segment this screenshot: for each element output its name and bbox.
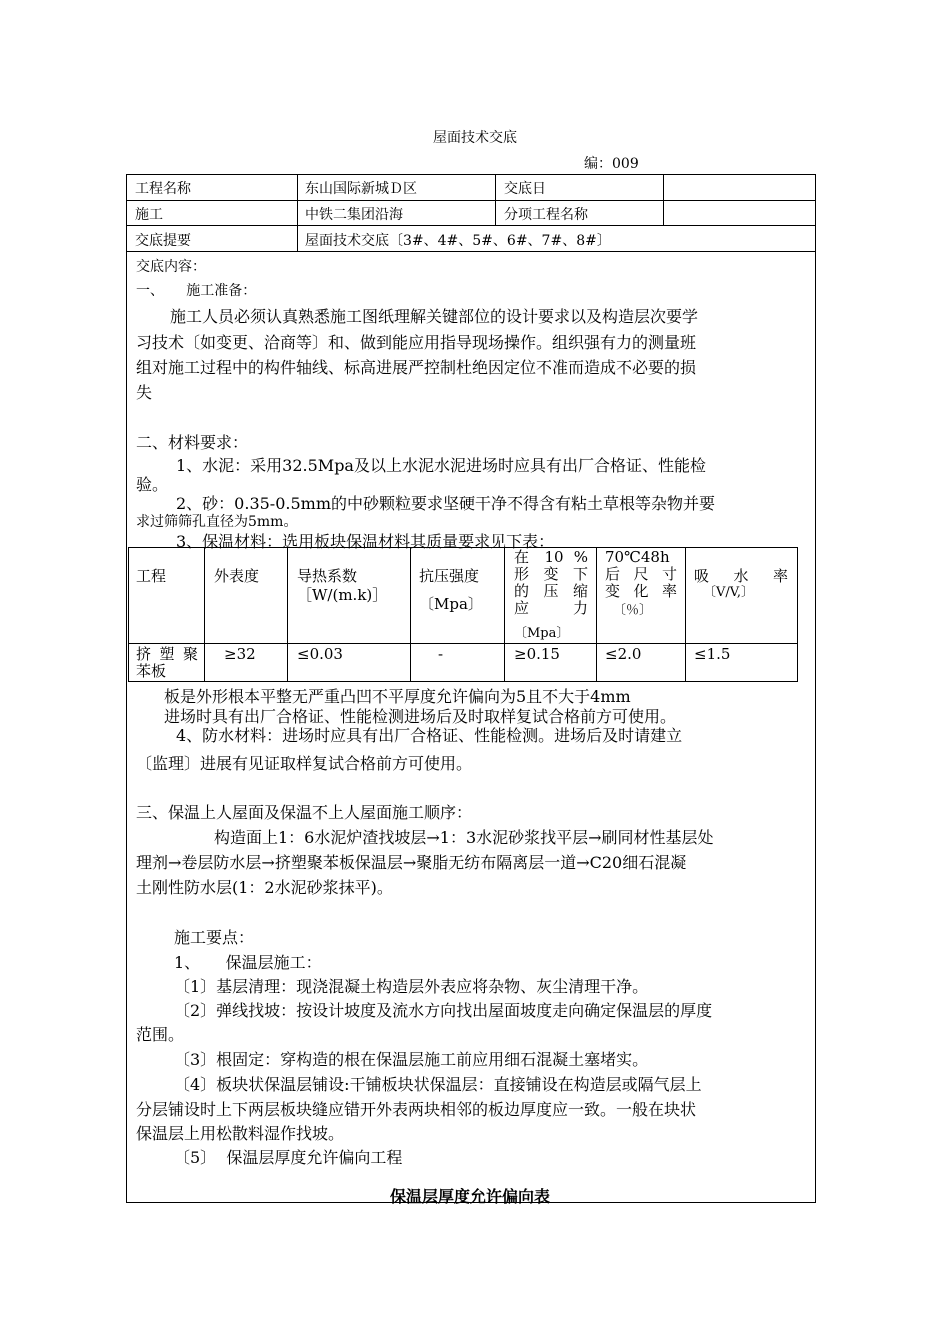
material-waterproof: 4、防水材料：进场时应具有出厂合格证、性能检测。进场后及时请建立 [176,726,683,745]
th-dim-change: 70℃48h [605,548,670,566]
col-divider [663,174,664,225]
th-dim-change: 变 化 率 [605,582,677,600]
board-note-2: 进场时具有出厂合格证、性能检测进场后及时取样复试合格前方可使用。 [164,707,677,726]
th-compress: 形 变 下 [514,565,588,583]
paragraph-line: 失 [136,383,153,402]
material-cement-cont: 验。 [136,475,169,494]
row-divider [126,251,816,252]
sequence-line: 土刚性防水层(1：2水泥砂浆抹平)。 [136,878,393,897]
summary-label: 交底提要 [135,233,191,249]
board-note: 板是外形根本平整无严重凸凹不平厚度允许偏向为5且不大于4mm [164,687,631,706]
builder-value: 中铁二集团沿海 [305,207,403,223]
section-1-heading: 一、 施工准备： [136,283,257,299]
point-line: 范围。 [136,1025,185,1044]
point-line: 〔4〕板块状保温层铺设:干铺板块状保温层：直接铺设在构造层或隔气层上 [174,1075,702,1094]
td-dim-change: ≤2.0 [605,645,642,663]
col-divider [495,174,496,225]
col-divider [297,174,298,251]
sequence-line: 构造面上1：6水泥炉渣找坡层→1：3水泥砂浆找平层→刷同材性基层处 [214,828,714,847]
handover-date-label: 交底日 [504,181,546,197]
th-dim-change-unit: 〔％〕 [613,603,653,618]
material-waterproof-cont: 〔监理〕进展有见证取样复试合格前方可使用。 [136,754,473,773]
material-cement: 1、水泥：采用32.5Mpa及以上水泥水泥进场时应具有出厂合格证、性能检 [176,456,706,475]
row-divider [126,200,816,201]
th-compress-unit: 〔Mpa〕 [514,626,570,641]
builder-label: 施工 [135,207,163,223]
subproject-label: 分项工程名称 [504,207,588,223]
th-item: 工程 [136,567,167,585]
th-compress: 的 压 缩 [514,582,588,600]
point-line: 〔1〕基层清理：现浇混凝土构造层外表应将杂物、灰尘清理干净。 [174,977,649,996]
section-3-heading: 三、保温上人屋面及保温不上人屋面施工顺序： [136,803,473,822]
td-strength: - [438,645,444,663]
td-compress: ≥0.15 [514,645,560,663]
summary-value: 屋面技术交底〔3#、4#、5#、6#、7#、8#〕 [305,233,611,249]
paragraph-line: 组对施工过程中的构件轴线、标高进展严控制杜绝因定位不准而造成不必要的损 [136,358,697,377]
point-line: 〔2〕弹线找坡：按设计坡度及流水方向找出屋面坡度走向确定保温层的厚度 [174,1001,713,1020]
section-2-heading: 二、材料要求： [136,433,249,452]
project-name-label: 工程名称 [135,181,191,197]
point-line: 〔3〕根固定：穿构造的根在保温层施工前应用细石混凝土塞堵实。 [174,1050,649,1069]
th-absorption-unit: 〔V/V,〕 [703,585,755,600]
table-caption: 保温层厚度允许偏向表 [389,1187,550,1206]
th-strength: 抗压强度 [419,567,480,585]
content-intro: 交底内容： [136,259,206,275]
paragraph-line: 习技术〔如变更、洽商等〕和、做到能应用指导现场操作。组织强有力的测量班 [136,333,697,352]
th-density: 外表度 [214,567,260,585]
points-heading: 施工要点： [174,928,255,947]
document-number: 编：009 [584,156,639,172]
point-1-heading: 1、 保温层施工： [174,953,322,972]
td-conductivity: ≤0.03 [297,645,343,663]
material-insulation: 3、保温材料：选用板块保温材料其质量要求见下表： [176,532,555,551]
th-strength-unit: 〔Mpa〕 [419,595,483,613]
frame-top-line [126,174,816,175]
frame-left-line [126,174,127,1202]
td-density: ≥32 [224,645,256,663]
sequence-line: 理剂→卷层防水层→挤塑聚苯板保温层→聚脂无纺布隔离层一道→C20细石混凝 [136,853,687,872]
td-name: 苯板 [136,662,167,680]
project-name-value: 东山国际新城Ｄ区 [305,181,417,197]
td-absorption: ≤1.5 [694,645,731,663]
th-conductivity-unit: ［W/(m.k)］ [297,586,388,604]
point-line: 〔5〕 保温层厚度允许偏向工程 [174,1148,403,1167]
point-line: 保温层上用松散料湿作找坡。 [136,1124,345,1143]
point-line: 分层铺设时上下两层板块缝应错开外表两块相邻的板边厚度应一致。一般在块状 [136,1100,697,1119]
th-compress: 在 10 % [514,548,588,566]
th-dim-change: 后 尺 寸 [605,565,677,583]
row-divider [126,225,816,226]
frame-right-line [815,174,816,1202]
th-absorption: 吸 水 率 [694,567,788,585]
td-name: 挤塑聚 [136,645,198,663]
page-title: 屋面技术交底 [433,130,517,146]
paragraph-line: 施工人员必须认真熟悉施工图纸理解关键部位的设计要求以及构造层次要学 [170,307,699,326]
th-compress: 应 力 [514,599,588,617]
material-sand: 2、砂：0.35-0.5mm的中砂颗粒要求坚硬干净不得含有粘土草根等杂物并要 [176,494,716,513]
material-sand-cont: 求过筛筛孔直径为5mm。 [136,514,298,530]
th-conductivity: 导热系数 [297,567,358,585]
